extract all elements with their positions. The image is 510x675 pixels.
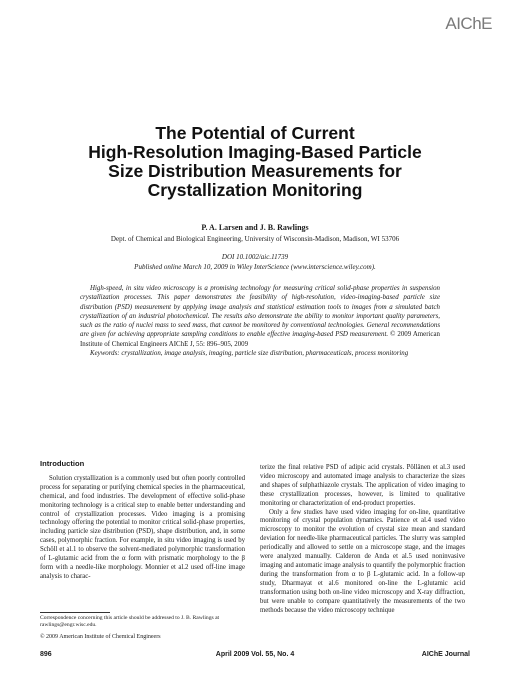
authors: P. A. Larsen and J. B. Rawlings — [201, 223, 309, 232]
title-line: Crystallization Monitoring — [147, 180, 363, 200]
keywords-label: Keywords: — [90, 350, 120, 358]
body-paragraph: Only a few studies have used video imaging for on-line, quantitative monitoring of crystal population dynamics. Patience et al.4 used video microscopy to monitor the evolution of crystal size mean and standard deviation for needle-like pharmaceutical particles. The slurry was sampled periodically and allowed to settle on a microscope stage, and the images were analyzed manually. Calderon de Anda et al.5 used noninvasive imaging and automatic image analysis to quantify the polymorphic fraction during the transformation from α to β L-glutamic acid. In a follow-up study, Dharmayat et al.6 monitored on-line the L-glutamic acid transformation using both on-line video microscopy and X-ray diffraction, but were unable to compare quantitatively the measurements of the two methods because the video microscopy technique — [260, 508, 465, 614]
right-column — [260, 464, 465, 615]
body-paragraph: terize the final relative PSD of adipic acid crystals. Pöllänen et al.3 used video microscopy and automated image analysis to characterize the sizes and shapes of sulphathiazole crystals. The application of video imaging to these crystallization processes, however, is limited to qualitative monitoring or characterization of end-product properties. — [260, 464, 465, 507]
section-heading-introduction: Introduction — [40, 459, 85, 468]
title-line: The Potential of Current — [155, 123, 355, 143]
body-paragraph: Solution crystallization is a commonly used but often poorly controlled process for separating or purifying chemical species in the pharmaceutical, chemical, and food industries. The development of effective solid-phase monitoring technology is a critical step to enable better understanding and control of crystallization processes. Video imaging is a promising technology offering the potential to monitor critical solid-phase properties, including particle size distribution (PSD), shape distribution, and, in some cases, polymorphic fraction. For example, in situ video imaging is used by Schöll et al.1 to observe the solvent-mediated polymorphic transformation of L-glutamic acid from the α form with prismatic morphology to the β form with a needle-like morphology. Monnier et al.2 used off-line image analysis to charac- — [40, 474, 245, 580]
title-line: Size Distribution Measurements for — [108, 161, 402, 181]
abstract-body — [80, 284, 440, 349]
journal-name: AIChE Journal — [421, 651, 470, 658]
page-number: 896 — [40, 651, 52, 658]
paper-title — [40, 124, 470, 200]
footnote — [40, 612, 245, 629]
correspondence-note: Correspondence concerning this article should be addressed to J. B. Rawlings at rawlings@engr.wisc.edu. — [40, 615, 220, 628]
keywords-list: crystallization, image analysis, imaging, particle size distribution, pharmaceuticals, process monitoring — [121, 350, 409, 358]
journal-logo: AIChE — [445, 14, 492, 33]
affiliation: Dept. of Chemical and Biological Engineering, University of Wisconsin-Madison, Madison, WI 53706 — [110, 235, 400, 243]
footnote-rule — [40, 612, 110, 613]
abstract-copyright: © 2009 American Institute of Chemical Engineers AIChE J, 55: 896–905, 2009 — [80, 331, 440, 348]
keywords — [80, 349, 440, 358]
doi: DOI 10.1002/aic.11739 — [221, 253, 289, 261]
copyright-notice: © 2009 American Institute of Chemical Engineers — [40, 634, 161, 640]
abstract-text: High-speed, in situ video microscopy is a promising technology for measuring critical solid-phase properties in suspension crystallization processes. This paper demonstrates the feasibility of high-resolution, video-imaging-based particle size distribution (PSD) measurement by applying image analysis and statistical estimation tools to images from a simulated batch crystallization of an industrial photochemical. The results also demonstrate the ability to monitor important quality parameters, such as the ratio of nuclei mass to seed mass, that cannot be monitored by conventional technologies. General recommendations are given for achieving appropriate sampling conditions to enable effective imaging-based PSD measurement. — [80, 285, 440, 339]
publication-info — [0, 252, 510, 272]
abstract — [80, 284, 440, 358]
issue-info: April 2009 Vol. 55, No. 4 — [215, 651, 295, 658]
published-online: Published online March 10, 2009 in Wiley InterScience (www.interscience.wiley.com). — [134, 263, 376, 271]
title-line: High-Resolution Imaging-Based Particle — [88, 142, 422, 162]
left-column — [40, 460, 245, 582]
